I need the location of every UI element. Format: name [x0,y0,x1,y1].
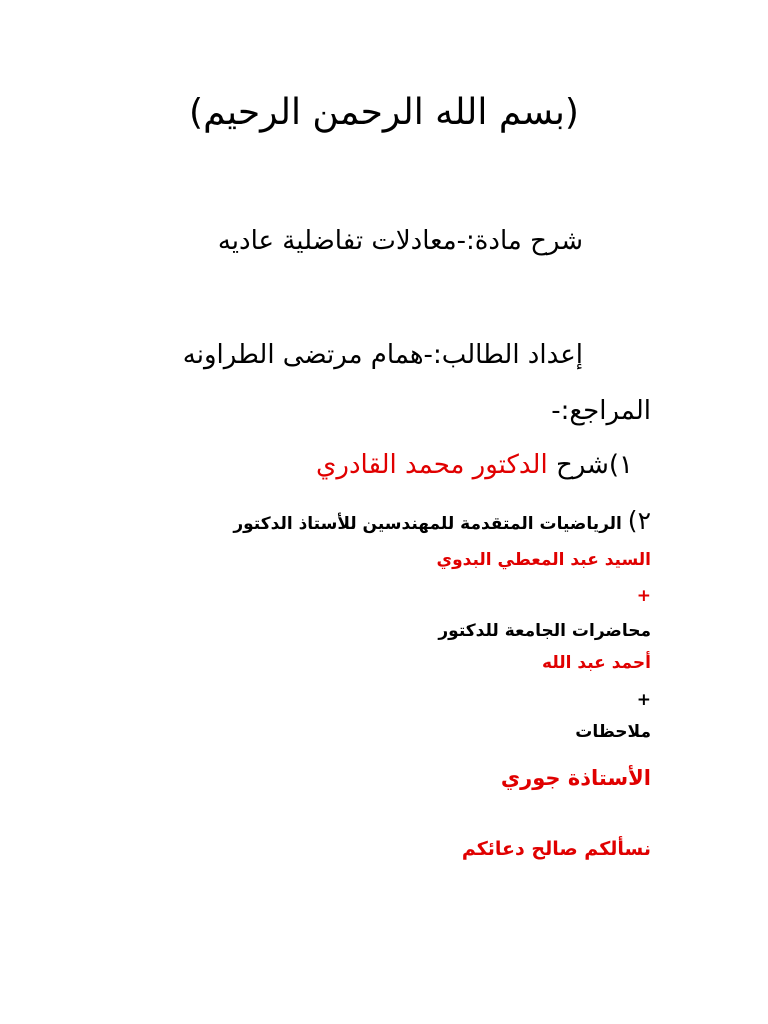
reference-2 [233,506,651,535]
reference-3-author: أحمد عبد الله [542,653,651,673]
references-heading: المراجع:- [551,396,651,426]
reference-2-author: السيد عبد المعطي البدوي [436,550,651,570]
reference-2-number: ٢) [627,506,651,535]
reference-1-number: ١) [608,450,633,480]
notes-label: ملاحظات [575,722,651,742]
plus-separator-2: + [636,690,651,710]
reference-2-title: الرياضيات المتقدمة للمهندسين للأستاذ الدكتور [233,514,628,534]
reference-1-prefix: شرح [547,450,609,480]
plus-separator-1: + [636,586,651,606]
reference-1-author: الدكتور محمد القادري [316,450,548,480]
reference-1 [316,450,633,480]
student-line: إعداد الطالب:-همام مرتضى الطراونه [182,340,583,370]
closing-prayer: نسألكم صالح دعائكم [461,838,651,860]
basmala-heading: (بسم الله الرحمن الرحيم) [189,92,579,133]
teacher-name: الأستاذة جوري [500,766,651,790]
reference-3-title: محاضرات الجامعة للدكتور [438,621,651,641]
subject-line: شرح مادة:-معادلات تفاضلية عاديه [217,226,583,256]
